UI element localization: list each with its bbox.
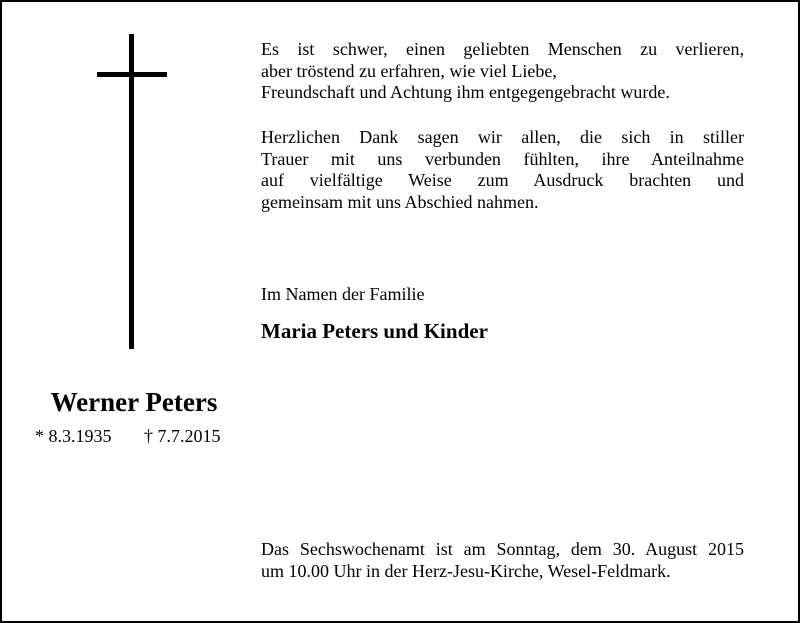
- text-line: um 10.00 Uhr in der Herz-Jesu-Kirche, Wesel-Feldmark.: [261, 560, 671, 581]
- text-line: Herzlichen Dank sagen wir allen, die sich in stiller: [261, 127, 744, 147]
- text-line: Freundschaft und Achtung ihm entgegengebracht wurde.: [261, 82, 670, 102]
- text-line: Es ist schwer, einen geliebten Menschen zu verlieren,: [261, 39, 744, 59]
- cross-icon: [129, 34, 134, 349]
- text-line: gemeinsam mit uns Abschied nahmen.: [261, 191, 539, 212]
- family-intro: Im Namen der Familie: [261, 284, 425, 304]
- birth-date: * 8.3.1935: [35, 426, 112, 446]
- thanks-paragraph: [261, 127, 744, 213]
- text-line: auf vielfältige Weise zum Ausdruck brachten und: [261, 170, 744, 190]
- text-line: aber tröstend zu erfahren, wie viel Liebe,: [261, 60, 557, 81]
- service-announcement: [261, 539, 744, 582]
- text-line: Das Sechswochenamt ist am Sonntag, dem 30. August 2015: [261, 539, 744, 559]
- death-date: † 7.7.2015: [144, 426, 221, 446]
- deceased-name: Werner Peters: [50, 387, 218, 417]
- text-line: Trauer mit uns verbunden fühlten, ihre Anteilnahme: [261, 148, 744, 169]
- condolence-paragraph: [261, 39, 744, 104]
- cross-bar: [97, 72, 167, 77]
- life-dates: [35, 425, 221, 447]
- family-signature: Maria Peters und Kinder: [261, 319, 488, 343]
